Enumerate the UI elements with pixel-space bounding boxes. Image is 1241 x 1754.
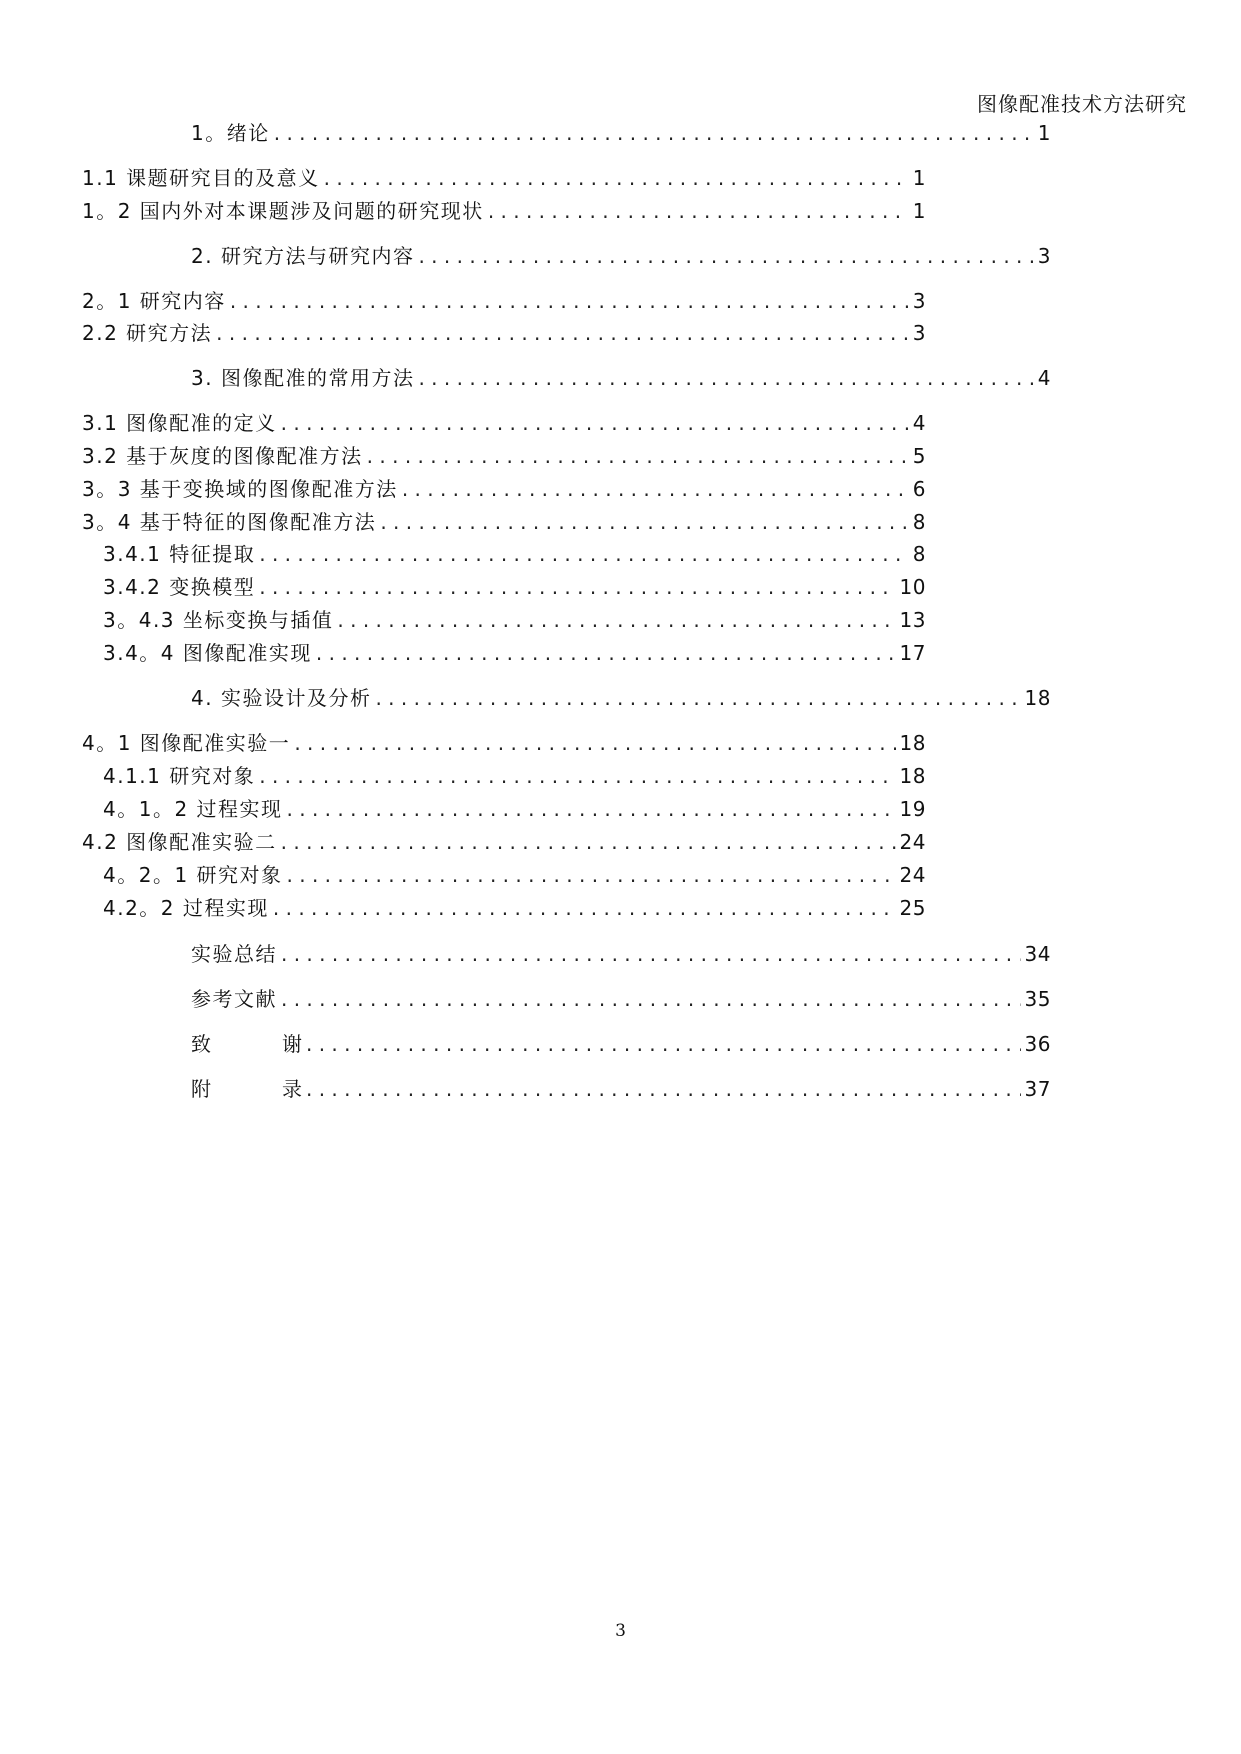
toc-entry-page: 4 (912, 411, 926, 435)
toc-dot-leader (367, 443, 909, 469)
toc-entry-acknowledgements[interactable] (191, 1031, 1051, 1057)
toc-entry-appendix[interactable] (191, 1076, 1051, 1102)
toc-dot-leader (281, 941, 1021, 967)
page-number: 3 (615, 1621, 626, 1641)
toc-dot-leader (418, 243, 1033, 269)
toc-entry-title: 参考文献 (191, 987, 277, 1011)
toc-entry-page: 18 (899, 731, 926, 755)
toc-entry-title: 1。绪论 (191, 121, 270, 145)
toc-entry-page: 35 (1024, 987, 1051, 1011)
toc-entry-page: 34 (1024, 942, 1051, 966)
toc-dot-leader (306, 1076, 1021, 1102)
toc-entry-page: 1 (1037, 121, 1051, 145)
toc-entry-1-1[interactable] (82, 165, 926, 191)
toc-entry-3-4-4[interactable] (103, 640, 926, 666)
toc-entry-title: 3。4.3 坐标变换与插值 (103, 608, 334, 632)
toc-dot-leader (306, 1031, 1021, 1057)
toc-entry-title: 2.2 研究方法 (82, 321, 213, 345)
toc-entry-title-char: 附 (191, 1077, 211, 1101)
toc-dot-leader (287, 862, 896, 888)
toc-entry-title: 3. 图像配准的常用方法 (191, 366, 415, 390)
toc-entry-title: 4。1。2 过程实现 (103, 797, 283, 821)
toc-entry-title: 4.2 图像配准实验二 (82, 830, 277, 854)
toc-entry-4-2-2[interactable] (103, 895, 926, 921)
toc-dot-leader (287, 796, 896, 822)
toc-entry-title (191, 1076, 302, 1102)
toc-entry-1-2[interactable] (82, 198, 926, 224)
toc-entry-page: 24 (899, 830, 926, 854)
toc-dot-leader (294, 730, 895, 756)
toc-entry-title: 实验总结 (191, 942, 277, 966)
toc-entry-4-1-1[interactable] (103, 763, 926, 789)
toc-entry-chapter-1[interactable] (191, 120, 1051, 146)
toc-entry-title: 4。1 图像配准实验一 (82, 731, 291, 755)
toc-entry-3-4[interactable] (82, 509, 926, 535)
toc-entry-page: 5 (912, 444, 926, 468)
toc-dot-leader (230, 288, 909, 314)
toc-entry-2-2[interactable] (82, 320, 926, 346)
toc-dot-leader (380, 509, 908, 535)
toc-entry-title: 3。4 基于特征的图像配准方法 (82, 510, 377, 534)
toc-entry-page: 24 (899, 863, 926, 887)
toc-dot-leader (259, 763, 895, 789)
toc-entry-title: 4.2。2 过程实现 (103, 896, 269, 920)
toc-entry-page: 8 (912, 542, 926, 566)
toc-dot-leader (337, 607, 895, 633)
toc-entry-title-char: 致 (191, 1032, 211, 1056)
toc-entry-page: 18 (899, 764, 926, 788)
toc-entry-title: 3.4.2 变换模型 (103, 575, 256, 599)
toc-entry-page: 25 (899, 896, 926, 920)
toc-entry-title: 3.1 图像配准的定义 (82, 411, 277, 435)
toc-entry-3-4-2[interactable] (103, 574, 926, 600)
toc-entry-title: 4。2。1 研究对象 (103, 863, 283, 887)
toc-entry-title-char: 谢 (282, 1032, 302, 1056)
toc-entry-3-2[interactable] (82, 443, 926, 469)
toc-entry-title: 3。3 基于变换域的图像配准方法 (82, 477, 398, 501)
toc-dot-leader (281, 410, 909, 436)
toc-entry-title (191, 1031, 302, 1057)
toc-entry-title: 4.1.1 研究对象 (103, 764, 256, 788)
toc-entry-page: 10 (899, 575, 926, 599)
toc-dot-leader (281, 986, 1021, 1012)
toc-dot-leader (216, 320, 909, 346)
toc-dot-leader (316, 640, 896, 666)
toc-entry-title: 3.2 基于灰度的图像配准方法 (82, 444, 363, 468)
toc-entry-3-1[interactable] (82, 410, 926, 436)
toc-entry-4-2-1[interactable] (103, 862, 926, 888)
toc-entry-page: 19 (899, 797, 926, 821)
toc-dot-leader (274, 120, 1034, 146)
toc-entry-chapter-3[interactable] (191, 365, 1051, 391)
toc-entry-4-2[interactable] (82, 829, 926, 855)
toc-entry-page: 17 (899, 641, 926, 665)
toc-dot-leader (488, 198, 909, 224)
toc-entry-page: 3 (912, 289, 926, 313)
toc-entry-title: 1.1 课题研究目的及意义 (82, 166, 320, 190)
toc-dot-leader (418, 365, 1033, 391)
toc-entry-title-char: 录 (282, 1077, 302, 1101)
toc-entry-page: 36 (1024, 1032, 1051, 1056)
toc-entry-summary[interactable] (191, 941, 1051, 967)
toc-entry-3-3[interactable] (82, 476, 926, 502)
toc-entry-4-1-2[interactable] (103, 796, 926, 822)
toc-entry-page: 1 (912, 166, 926, 190)
toc-dot-leader (402, 476, 909, 502)
toc-dot-leader (281, 829, 896, 855)
toc-entry-page: 1 (912, 199, 926, 223)
toc-entry-3-4-1[interactable] (103, 541, 926, 567)
toc-dot-leader (273, 895, 896, 921)
toc-entry-page: 13 (899, 608, 926, 632)
toc-entry-4-1[interactable] (82, 730, 926, 756)
toc-entry-title: 1。2 国内外对本课题涉及问题的研究现状 (82, 199, 484, 223)
toc-entry-title: 2. 研究方法与研究内容 (191, 244, 415, 268)
running-header: 图像配准技术方法研究 (977, 92, 1187, 116)
toc-entry-references[interactable] (191, 986, 1051, 1012)
toc-dot-leader (375, 685, 1020, 711)
toc-entry-page: 18 (1024, 686, 1051, 710)
toc-entry-chapter-4[interactable] (191, 685, 1051, 711)
toc-entry-title: 4. 实验设计及分析 (191, 686, 372, 710)
toc-dot-leader (259, 574, 895, 600)
toc-entry-title: 3.4。4 图像配准实现 (103, 641, 312, 665)
toc-entry-2-1[interactable] (82, 288, 926, 314)
toc-entry-page: 3 (912, 321, 926, 345)
toc-entry-page: 8 (912, 510, 926, 534)
toc-entry-page: 3 (1037, 244, 1051, 268)
toc-entry-3-4-3[interactable] (103, 607, 926, 633)
toc-dot-leader (259, 541, 909, 567)
toc-dot-leader (324, 165, 909, 191)
toc-entry-page: 6 (912, 477, 926, 501)
toc-entry-page: 37 (1024, 1077, 1051, 1101)
toc-entry-page: 4 (1037, 366, 1051, 390)
toc-entry-title: 2。1 研究内容 (82, 289, 226, 313)
toc-entry-chapter-2[interactable] (191, 243, 1051, 269)
toc-entry-title: 3.4.1 特征提取 (103, 542, 256, 566)
